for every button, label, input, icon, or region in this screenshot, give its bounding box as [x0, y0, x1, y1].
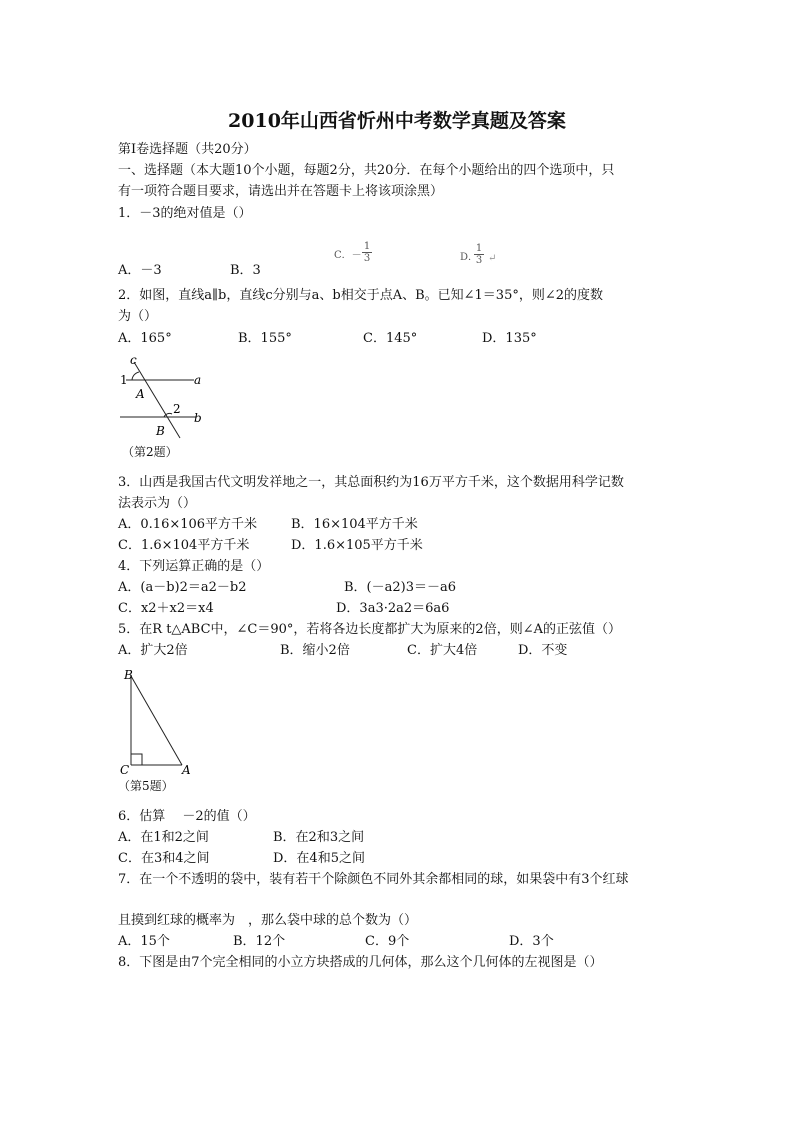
q4-option-b: B．(－a2)3＝－a6: [344, 580, 457, 595]
q7-option-c: C．9个: [365, 934, 410, 949]
q1-option-c-fraction: [362, 241, 372, 264]
angle-1-arc: [132, 372, 139, 380]
q6-stem: 6．估算 －2的值（）: [118, 809, 256, 824]
q1-option-d-fraction: [474, 243, 484, 266]
q4-stem: 4．下列运算正确的是（）: [118, 559, 270, 574]
q6-option-d: D．在4和5之间: [273, 851, 365, 866]
q3-stem-line-2: 法表示为（）: [118, 496, 197, 511]
q3-option-d: D．1.6×105平方千米: [291, 538, 423, 553]
q7-option-a: A．15个: [118, 934, 170, 949]
q1-stem: 1．－3的绝对值是（）: [118, 206, 252, 221]
q2-option-c: C．145°: [363, 331, 418, 346]
q3-stem-line-1: 3．山西是我国古代文明发祥地之一，其总面积约为16万平方千米，这个数据用科学记数: [118, 475, 624, 490]
side-AB: [131, 676, 182, 765]
q3-option-a: A．0.16×106平方千米: [118, 517, 258, 532]
q1-option-d: D．: [460, 252, 479, 263]
q6-option-a: A．在1和2之间: [118, 830, 209, 845]
q4-option-c: C．x2＋x2＝x4: [118, 601, 214, 616]
q2-stem-line-2: 为（）: [118, 309, 158, 324]
q1-option-b: B．3: [230, 263, 261, 278]
q7-option-d: D．3个: [509, 934, 554, 949]
label-B: B: [156, 424, 165, 438]
label-b: b: [194, 411, 202, 425]
q1-frac-d-denominator: 3: [475, 255, 483, 266]
right-angle-marker: [131, 754, 142, 765]
label-B: B: [124, 668, 133, 682]
label-A: A: [182, 763, 191, 776]
document-title: 2010年山西省忻州中考数学真题及答案: [228, 110, 566, 132]
q3-option-c: C．1.6×104平方千米: [118, 538, 250, 553]
q5-option-a: A．扩大2倍: [118, 643, 188, 658]
q1-option-a: A．－3: [118, 263, 162, 278]
q7-option-b: B．12个: [233, 934, 286, 949]
section-intro-line-1: 一、选择题（本大题10个小题，每题2分，共20分．在每个小题给出的四个选项中，只: [118, 163, 615, 178]
q6-option-b: B．在2和3之间: [273, 830, 365, 845]
q2-stem-line-1: 2．如图，直线a∥b，直线c分别与a、b相交于点A、B。已知∠1＝35°，则∠2的度数: [118, 288, 604, 303]
q5-option-b: B．缩小2倍: [280, 643, 350, 658]
q6-option-c: C．在3和4之间: [118, 851, 210, 866]
label-a: a: [194, 373, 202, 387]
q5-option-d: D．不变: [518, 643, 568, 658]
label-2: 2: [173, 402, 181, 416]
q4-option-d: D．3a3·2a2＝6a6: [336, 601, 450, 616]
label-1: 1: [120, 373, 128, 387]
label-C: C: [120, 763, 130, 776]
q5-option-c: C．扩大4倍: [407, 643, 478, 658]
q1-frac-d-numerator: 1: [475, 243, 483, 254]
q2-option-d: D．135°: [482, 331, 537, 346]
q7-stem-line-1: 7．在一个不透明的袋中，装有若干个除颜色不同外其余都相同的球，如果袋中有3个红球: [118, 872, 629, 887]
q2-option-a: A．165°: [118, 331, 172, 346]
q8-stem: 8．下图是由7个完全相同的小立方块搭成的几何体，那么这个几何体的左视图是（）: [118, 955, 603, 970]
q3-option-b: B．16×104平方千米: [291, 517, 418, 532]
q2-option-b: B．155°: [238, 331, 292, 346]
return-mark-icon: ↵: [488, 253, 497, 264]
q1-frac-c-denominator: 3: [363, 253, 371, 264]
q2-figure: [112, 350, 212, 444]
q2-caption: （第2题）: [122, 445, 178, 459]
q1-option-c: C．－: [334, 250, 362, 261]
label-A: A: [136, 387, 145, 401]
q1-frac-c-numerator: 1: [363, 241, 371, 252]
q5-caption: （第5题）: [118, 779, 174, 793]
q5-figure: [116, 664, 196, 776]
q7-stem-line-2: 且摸到红球的概率为 ，那么袋中球的总个数为（）: [118, 913, 418, 928]
section-intro-line-2: 有一项符合题目要求，请选出并在答题卡上将该项涂黑）: [118, 184, 444, 199]
label-c: c: [130, 353, 137, 367]
q5-stem: 5．在R t△ABC中，∠C＝90°，若将各边长度都扩大为原来的2倍，则∠A的正弦值（）: [118, 622, 621, 637]
q4-option-a: A．(a－b)2＝a2－b2: [118, 580, 247, 595]
part-heading: 第Ⅰ卷选择题（共20分）: [118, 142, 257, 157]
